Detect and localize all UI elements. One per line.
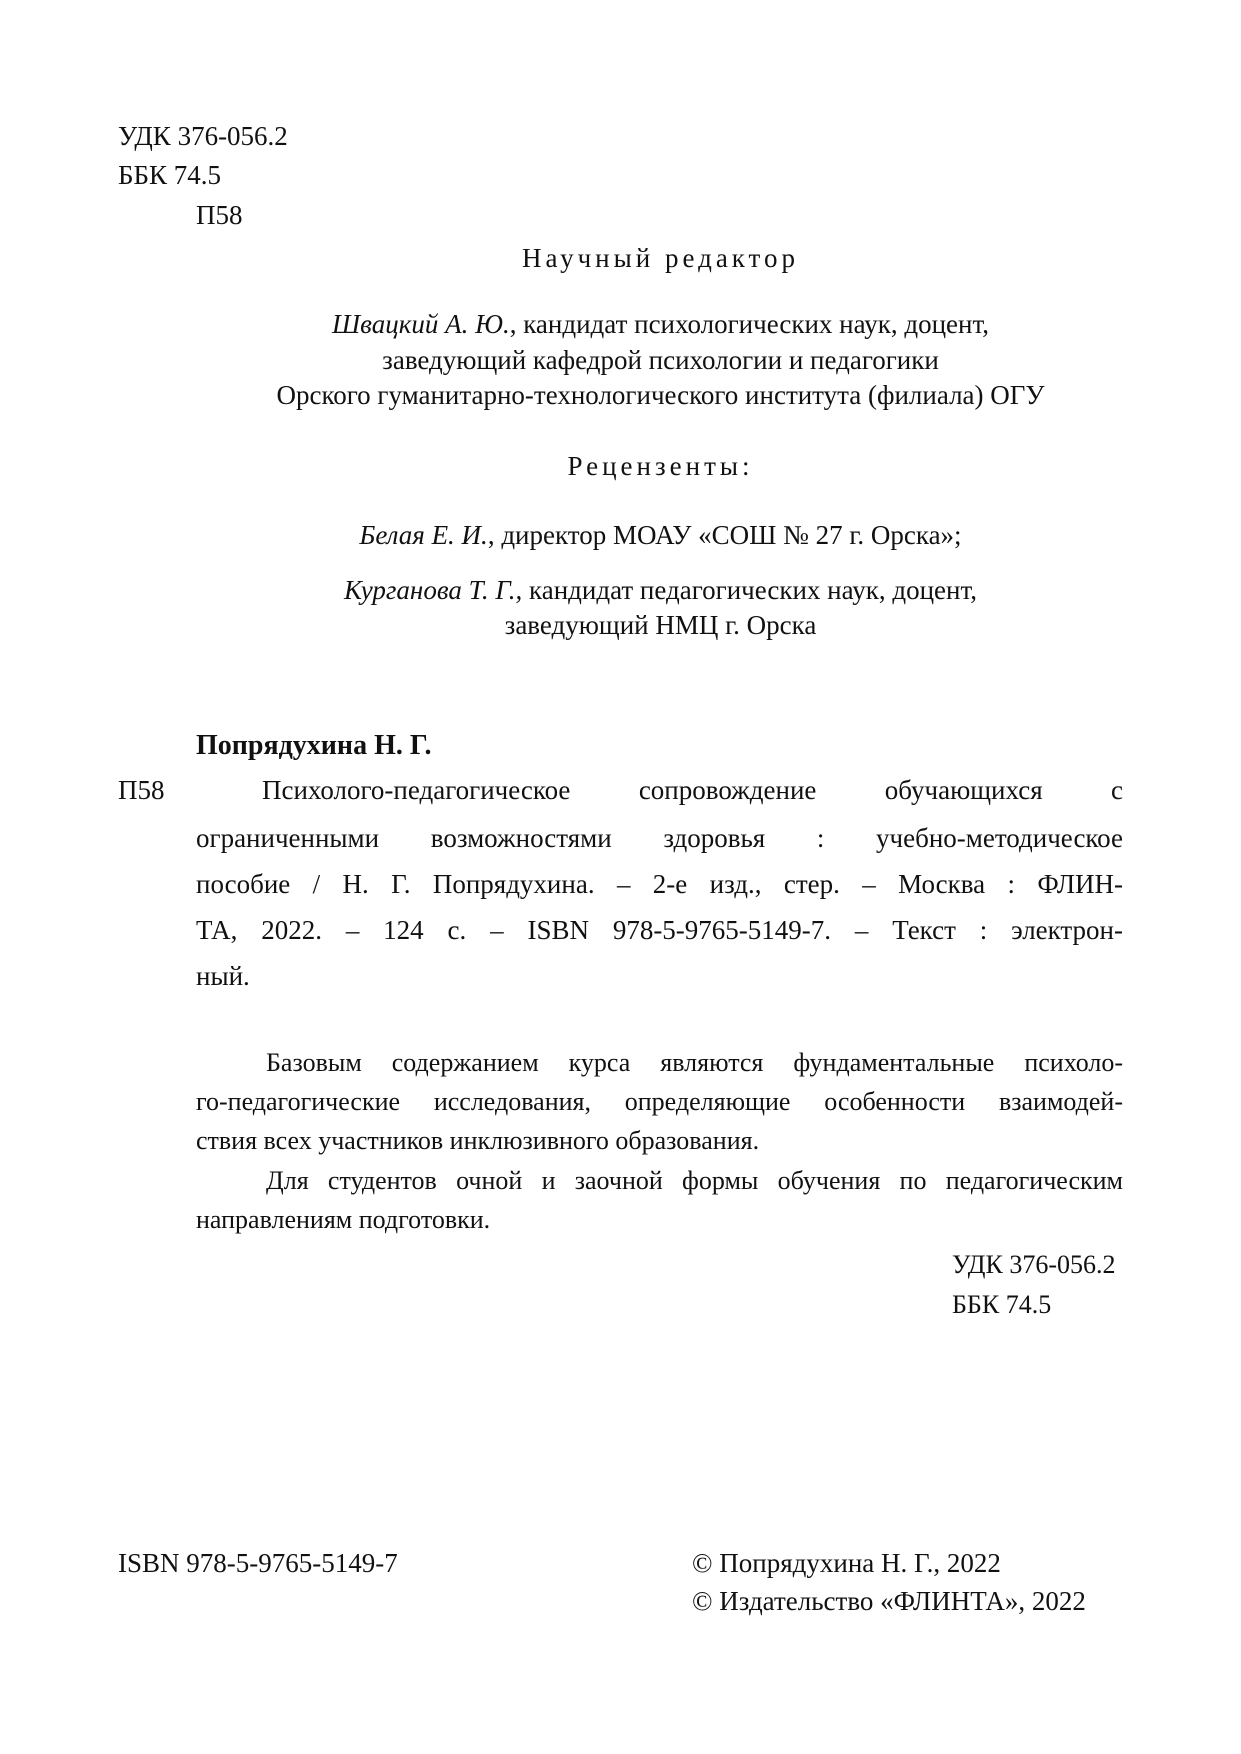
reviewer-2-line-2: заведующий НМЦ г. Орска [504,610,817,640]
isbn: ISBN 978-5-9765-5149-7 [118,1548,398,1578]
editor-credentials: , кандидат психологических наук, доцент, [509,309,989,339]
reviewers-heading: Рецензенты: [567,451,754,481]
bib-line-2: ограниченными возможностями здоровья : учебно-методическое [196,823,1123,853]
annotation-p2-line-2: направлениям подготовки. [196,1205,491,1234]
editor-line-1 [40,306,1241,342]
annotation-p1-line-3: ствия всех участников инклюзивного образования. [196,1126,760,1155]
reviewer-2-position: кандидат педагогических наук, доцент, [522,575,977,605]
bib-line-4: ТА, 2022. – 124 с. – ISBN 978-5-9765-5149-7. – Текст : электрон- [196,915,1123,945]
book-author: Попрядухина Н. Г. [196,730,432,761]
udk-code: УДК 376-056.2 [118,121,288,151]
annotation-p1-line-1: Базовым содержанием курса являются фундаментальные психоло- [266,1048,1123,1077]
reviewer-2-name: Курганова Т. Г., [344,575,523,605]
author-mark: П58 [196,200,243,230]
copyright-publisher: © Издательство «ФЛИНТА», 2022 [692,1586,1086,1616]
copyright-author: © Попрядухина Н. Г., 2022 [692,1548,1001,1578]
reviewer-1-position: , директор МОАУ «СОШ № 27 г. Орска»; [487,520,962,550]
editor-heading: Научный редактор [521,243,800,273]
editor-line-3: Орского гуманитарно-технологического института (филиала) ОГУ [276,380,1045,410]
editor-name: Швацкий А. Ю. [332,309,510,339]
editor-line-2: заведующий кафедрой психологии и педагогики [382,345,939,375]
bbk-code: ББК 74.5 [118,160,222,190]
reviewer-2 [40,572,1241,608]
bib-line-3: пособие / Н. Г. Попрядухина. – 2-е изд., стер. – Москва : ФЛИН- [196,869,1123,899]
annotation-p1-line-2: го-педагогические исследования, определяющие особенности взаимодей- [196,1087,1123,1116]
annotation-p2-line-1: Для студентов очной и заочной формы обучения по педагогическим [266,1166,1123,1195]
annotation-udk: УДК 376-056.2 [952,1250,1116,1279]
reviewer-1 [40,517,1241,553]
bib-author-mark: П58 [118,775,165,805]
bib-line-5: ный. [196,961,250,991]
reviewer-1-name: Белая Е. И. [359,520,488,550]
annotation-bbk: ББК 74.5 [952,1290,1052,1319]
bib-line-1: Психолого-педагогическое сопровождение обучающихся с [262,775,1123,805]
